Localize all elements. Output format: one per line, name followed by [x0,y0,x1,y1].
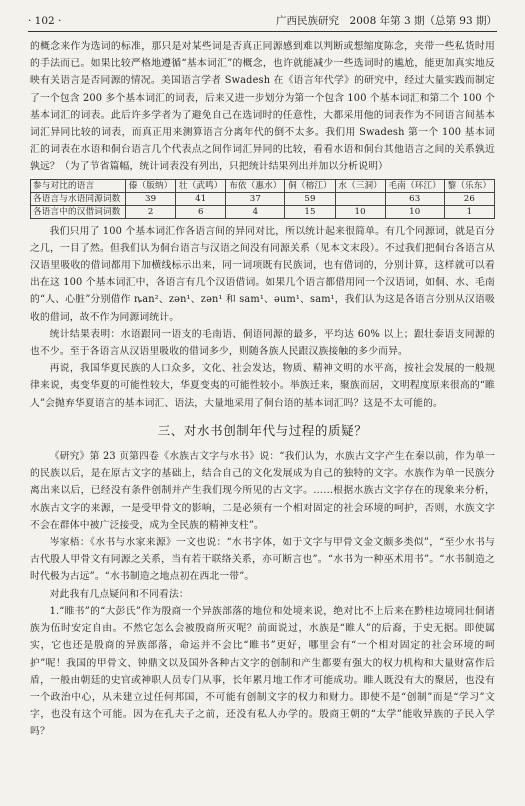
table-cell: 37 [226,192,285,205]
section-heading: 三、对水书创制年代与过程的质疑？ [157,422,368,438]
table-row [31,205,495,218]
table-header-cell: 布依（惠水） [226,179,285,192]
running-header [28,12,497,30]
table-header-cell: 参与对比的语言 [31,179,126,192]
paragraph: 我们只用了 100 个基本词汇作各语言间的异同对比，所以统计起来很简单。有几个同源词，就是百分之几，一目了然。但我们认为侗台语言与汉语之间没有同源关系（见本文末段）。不过我们把侗台各语言从汉语里吸收的借词都用下加横线标示出来，同一词项既有民族词，也有借词的，分别计算，这样就可以看出在这 100 个基本词汇中，各语言有几个汉语借词。如果几个语言都借用同一个汉语词，如侗、水、毛南的“人、心脏”分别借作 ȵan²、zən¹、zən¹ 和 sam¹、əum¹、sam¹，我们认为这是各语言分别从汉语吸收的借词，故不作为同源词统计。 [30,225,495,323]
table-header-cell: 黎（乐东） [444,179,494,192]
table-cell: 各语言与水语同源词数 [31,192,126,205]
table-cell: 41 [176,192,226,205]
table-header-cell: 壮（武鸣） [176,179,226,192]
table-header-cell: 毛南（环江） [385,179,444,192]
table-cell: 10 [335,205,385,218]
table-cell: 1 [444,205,494,218]
table-cell: 10 [385,205,444,218]
table-cell [335,192,385,205]
table-cell: 59 [285,192,335,205]
paragraph: 再说，我国华夏民族的人口众多，文化、社会发达，物质、精神文明的水平高，按社会发展的一般规律来说，夷变华夏的可能性较大，华夏变夷的可能性较小。举族迁来，聚族而居，文明程度原来很高的“睢人”会抛弃华夏语言的基本词汇、语法，大量地采用了侗台语的基本词汇吗？这是不太可能的。 [30,363,495,409]
table-header-cell: 傣（版纳） [126,179,176,192]
cognate-statistics-table [30,179,495,219]
table-header-cell: 水（三洞） [335,179,385,192]
paragraph: 统计结果表明：水语跟同一语支的毛南语、侗语同源的最多，平均达 60% 以上；跟壮泰语支同源的也不少。至于各语言从汉语里吸收的借词多少，则随各族人民跟汉族接触的多少而异。 [30,328,495,358]
paragraph: 《研究》第 23 页第四卷《水族古文字与水书》说：“我们认为，水族古文字产生在秦以前，作为单一的民族以后，是在原古文字的基础上，结合自己的文化发展成为自己的独特的文字。水族作为单一民族分离出来以后，已经没有条件创制并产生我们现今所见的古文字。……根据水族古文字存在的现象来分析，水族古文字的来源，一是受甲骨文的影响，二是必须有一个相对固定的社会环境的呵护，否则，水族文字不会在群体中被广泛接受，成为全民族的精神支柱”。 [30,451,495,531]
paragraph: 岑家梧：《水书与水家来源》一文也说：“水书字体，如于文字与甲骨文金文颇多类似”，“至少水书与古代殷人甲骨文有同源之关系，当有若干联络关系，亦可断言也”。“水书为一种巫术用书”。“水书制造之时代极为古远”。“水书制造之地点初在西北一带”。 [30,537,495,583]
table-cell: 2 [126,205,176,218]
article-body [30,38,495,741]
table-cell: 6 [176,205,226,218]
header-rule [28,31,497,32]
paragraph: 1.“睢书”的“大彭氏”作为殷商一个异族部落的地位和处境来说，绝对比不上后来在黔桂边境同壮侗诸族为伍时安定自由。不然它怎么会被殷商所灭呢？前面说过，水族是“睢人”的后裔，于史无据。即使属实，它也还是殷商的异族部落，命运并不会比“睢书”更好，哪里会有“一个相对固定的社会环境的呵护”呢！我国的甲骨文、钟鼎文以及国外各种古文字的创制和产生都要有强大的权力机构和大量财富作后盾，一般由朝廷的史官或神职人员专门从事，长年累月地工作才可能成功。睢人既没有大的聚居，也没有一个政治中心，从未建立过任何邦国，不可能有创制文字的权力和财力。即使不是“创制”而是“学习”文字，也没有这个可能。因为在孔夫子之前，还没有私人办学的。殷商王朝的“太学”能收异族的子民入学吗？ [30,605,495,738]
table-cell: 15 [285,205,335,218]
paragraph: 的概念来作为选词的标准，那只是对某些词是否真正同源感到难以判断或想缩度陈念，夹带一些私货时用的手法而已。如果比较严格地遵循“基本词汇”的概念，也许就能减少一些选词时的尴尬，能更加真实地反映有关语言是否同源的情况。美国语言学者 Swadesh 在《语言年代学》的研究中，经过大量实践而制定了一个包含 200 多个基本词汇的词表，后来又进一步划分为第一个包含 100 个基本词汇和第二个 100 个基本词汇的词表。此后许多学者为了避免自己在选词时的任意性，大都采用他的词表作为不同语言间基本词汇异同比较的词表，而真正用来测算语言分离年代的倒不太多。我们用 Swadesh 第一个 100 基本词汇的词表在水语和侗台语言几个代表点之间作词汇异同的比较，看看水语和侗台其他语言之间的关系孰近孰远？（为了节省篇幅，统计词表没有列出，只把统计结果列出并加以分析说明） [30,41,495,173]
table-cell: 4 [226,205,285,218]
table-cell: 39 [126,192,176,205]
table-cell: 63 [385,192,444,205]
running-title: 广西民族研究 2008 年第 3 期（总第 93 期） [276,15,497,27]
table-header-cell: 侗（榕江） [285,179,335,192]
table-row [31,192,495,205]
table-header-row [31,179,495,192]
table-cell: 各语言中的汉借词词数 [31,205,126,218]
page-number: · 102 · [28,15,62,27]
table-cell: 26 [444,192,494,205]
paragraph: 对此我有几点疑问和不同看法： [49,588,189,600]
